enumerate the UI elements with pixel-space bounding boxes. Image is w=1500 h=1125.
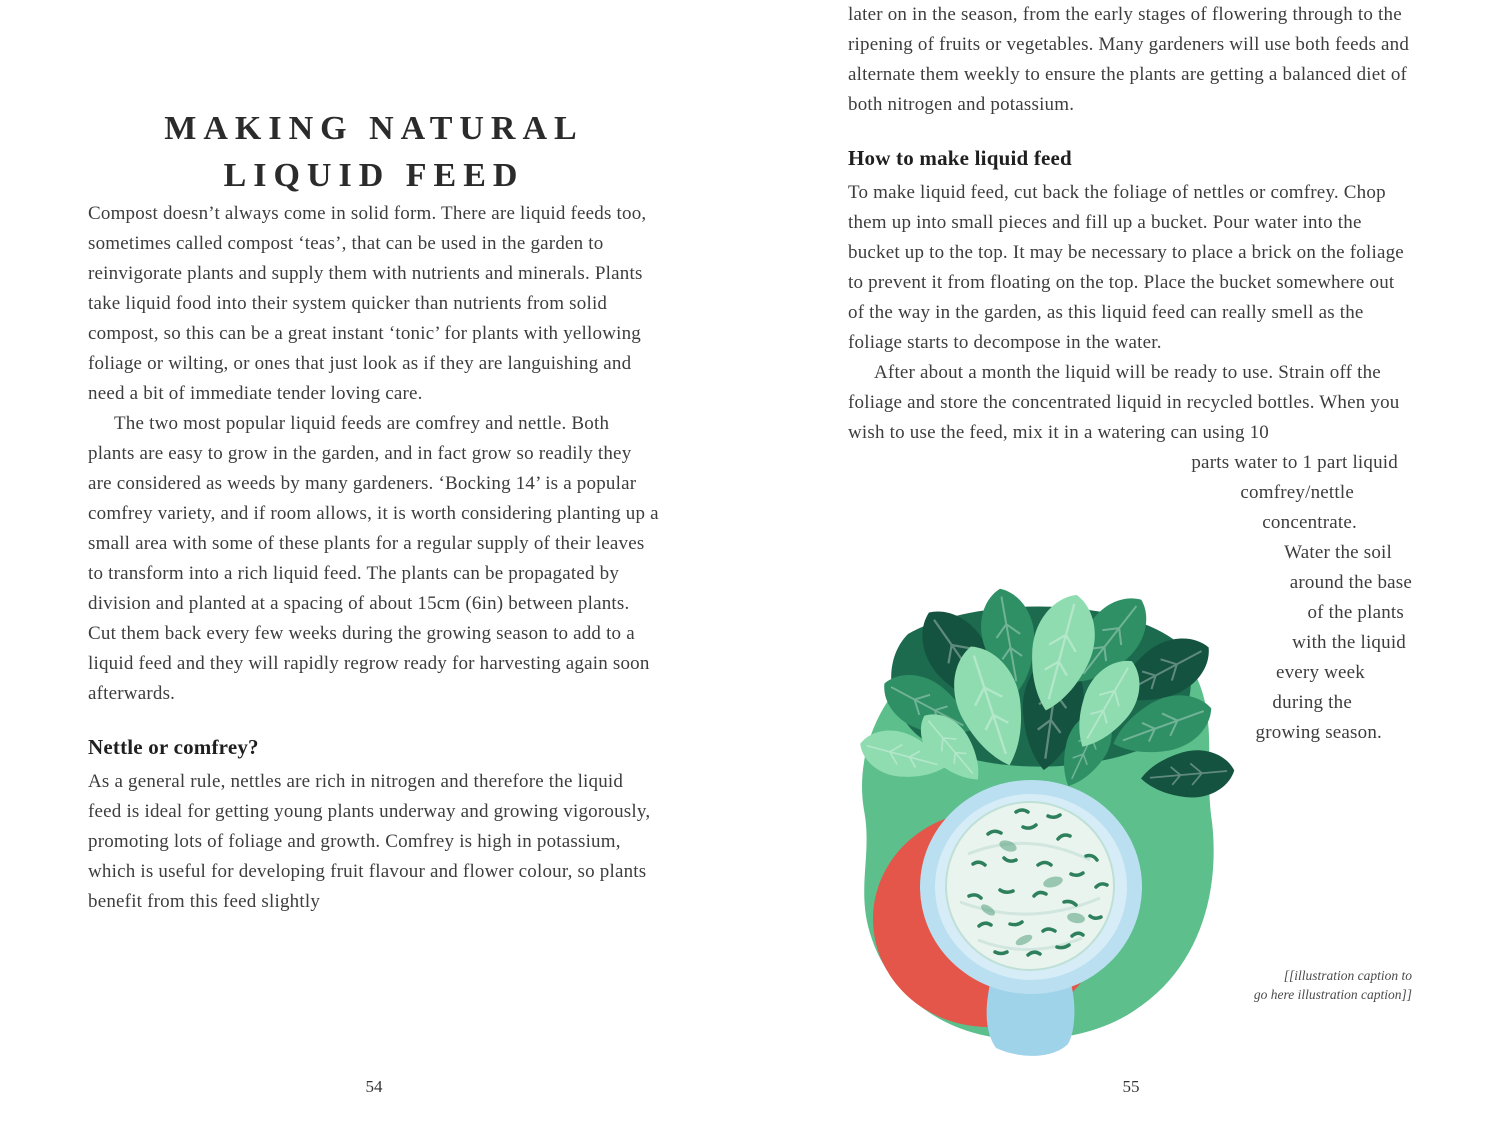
page-number-right: 55 [1122, 1077, 1140, 1096]
paragraph-after-a-month: After about a month the liquid will be ready to use. Strain off the foliage and store the concentrated liquid in recycled bottles. When you wish to use the feed, mix it in a watering can using 10 [848, 362, 1400, 443]
caption-line: [[illustration caption to [1283, 968, 1412, 983]
wrap-line: parts water to 1 part liquid [1191, 452, 1398, 473]
wrap-line: every week [1275, 662, 1365, 683]
wrap-line: Water the soil [1284, 542, 1392, 563]
subheading-nettle-or-comfrey: Nettle or comfrey? [88, 735, 259, 759]
page-title-line-2: LIQUID FEED [223, 157, 525, 194]
right-page [848, 0, 1414, 1125]
subheading-how-to-make: How to make liquid feed [848, 146, 1072, 170]
left-page [88, 0, 660, 1125]
wrap-line: growing season. [1255, 722, 1382, 743]
page-number-left: 54 [365, 1077, 383, 1096]
wrap-line: during the [1272, 692, 1352, 713]
paragraph-popular-feeds: The two most popular liquid feeds are comfrey and nettle. Both plants are easy to grow in the garden, and in fact grow so readily they are considered as weeds by many gardeners. ‘Bocking 14’ is a popular comfrey variety, and if room allows, it is worth considering planting up a small area with some of these plants for a regular supply of their leaves to transform into a rich liquid feed. The plants can be propagated by division and planted at a spacing of about 15cm (6in) between plants. Cut them back every few weeks during the growing season to add to a liquid feed and they will rapidly regrow ready for harvesting again soon afterwards. [88, 413, 659, 704]
wrap-line: concentrate. [1262, 512, 1357, 533]
page-title [88, 105, 660, 199]
page-title-line-1: MAKING NATURAL [164, 110, 584, 147]
wrapped-text-around-illustration [848, 448, 1414, 748]
wrap-line: of the plants [1307, 602, 1404, 623]
wrap-line: comfrey/nettle [1240, 482, 1354, 503]
illustration-caption [1254, 966, 1412, 1004]
wrap-line: around the base [1289, 572, 1412, 593]
paragraph-continued: later on in the season, from the early stages of flowering through to the ripening of fruits or vegetables. Many gardeners will use both feeds and alternate them weekly to ensure the plants are getting a balanced diet of both nitrogen and potassium. [848, 4, 1410, 115]
paragraph-nettle-vs-comfrey: As a general rule, nettles are rich in nitrogen and therefore the liquid feed is ideal for getting young plants underway and growing vigorously, promoting lots of foliage and growth. Comfrey is high in potassium, which is useful for developing fruit flavour and flower colour, so plants benefit from this feed slightly [88, 771, 651, 912]
paragraph-intro: Compost doesn’t always come in solid form. There are liquid feeds too, sometimes called compost ‘teas’, that can be used in the garden to reinvigorate plants and supply them with nutrients and minerals. Plants take liquid food into their system quicker than nutrients from solid compost, so this can be a great instant ‘tonic’ for plants with yellowing foliage or wilting, or ones that just look as if they are languishing and need a bit of immediate tender loving care. [88, 203, 647, 404]
wrap-line: with the liquid [1292, 632, 1406, 653]
paragraph-method: To make liquid feed, cut back the foliage of nettles or comfrey. Chop them up into small pieces and fill up a bucket. Pour water into the bucket up to the top. It may be necessary to place a brick on the foliage to prevent it from floating on the top. Place the bucket somewhere out of the way in the garden, as this liquid feed can really smell as the foliage starts to decompose in the water. [848, 182, 1404, 353]
caption-line: go here illustration caption]] [1253, 987, 1412, 1002]
